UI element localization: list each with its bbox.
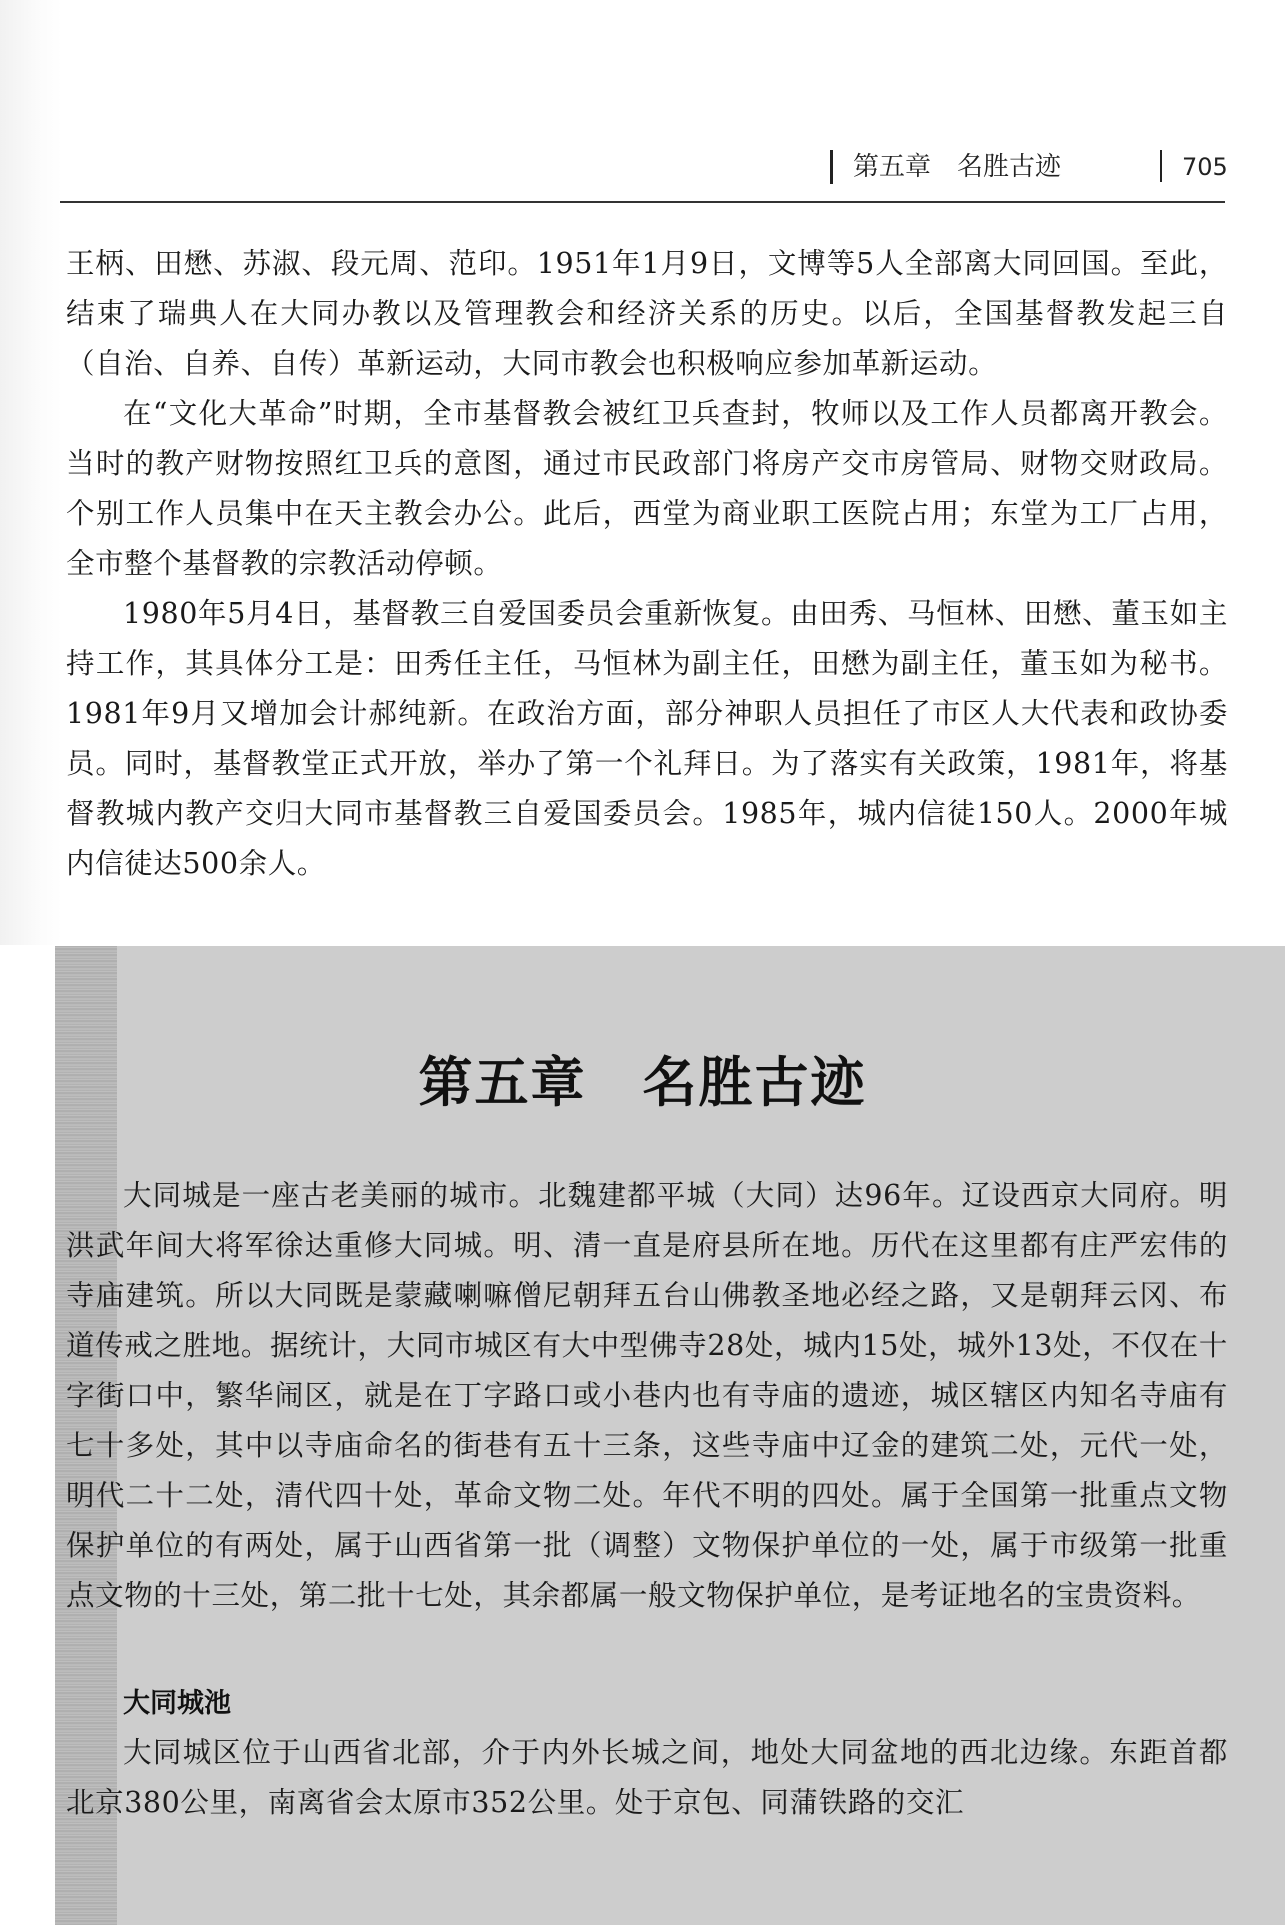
paragraph: 1980年5月4日，基督教三自爱国委员会重新恢复。由田秀、马恒林、田懋、董玉如主持工作，其具体分工是：田秀任主任，马恒林为副主任，田懋为副主任，董玉如为秘书。1981年9月又增加会计郝纯新。在政治方面，部分神职人员担任了市区人大代表和政协委员。同时，基督教堂正式开放，举办了第一个礼拜日。为了落实有关政策，1981年，将基督教城内教产交归大同市基督教三自爱国委员会。1985年，城内信徒150人。2000年城内信徒达500余人。 <box>66 597 1228 880</box>
header-divider-right <box>1160 150 1162 182</box>
section-text <box>66 1728 1228 1828</box>
header-rule <box>60 201 1225 203</box>
paragraph: 大同城是一座古老美丽的城市。北魏建都平城（大同）达96年。辽设西京大同府。明洪武年间大将军徐达重修大同城。明、清一直是府县所在地。历代在这里都有庄严宏伟的寺庙建筑。所以大同既是蒙藏喇嘛僧尼朝拜五台山佛教圣地必经之路，又是朝拜云冈、布道传戒之胜地。据统计，大同市城区有大中型佛寺28处，城内15处，城外13处，不仅在十字街口中，繁华闹区，就是在丁字路口或小巷内也有寺庙的遗迹，城区辖区内知名寺庙有七十多处，其中以寺庙命名的街巷有五十三条，这些寺庙中辽金的建筑二处，元代一处，明代二十二处，清代四十处，革命文物二处。年代不明的四处。属于全国第一批重点文物保护单位的有两处，属于山西省第一批（调整）文物保护单位的一处，属于市级第一批重点文物的十三处，第二批十七处，其余都属一般文物保护单位，是考证地名的宝贵资料。 <box>66 1179 1228 1612</box>
paragraph: 在“文化大革命”时期，全市基督教会被红卫兵查封，牧师以及工作人员都离开教会。当时的教产财物按照红卫兵的意图，通过市民政部门将房产交市房管局、财物交财政局。个别工作人员集中在天主教会办公。此后，西堂为商业职工医院占用；东堂为工厂占用，全市整个基督教的宗教活动停顿。 <box>66 397 1228 580</box>
chapter-heading: 第五章 名胜古迹 <box>418 1051 867 1114</box>
header-divider-left <box>830 150 833 184</box>
page-number: 705 <box>1182 153 1228 181</box>
upper-text <box>66 239 1228 889</box>
chapter-intro <box>66 1171 1228 1621</box>
section-title: 大同城池 <box>123 1688 231 1719</box>
scan-edge <box>0 0 62 945</box>
running-header-chapter: 第五章 名胜古迹 <box>853 152 1062 182</box>
running-header <box>0 150 1285 190</box>
paragraph: 王柄、田懋、苏淑、段元周、范印。1951年1月9日，文博等5人全部离大同回国。至此，结束了瑞典人在大同办教以及管理教会和经济关系的历史。以后，全国基督教发起三自（自治、自养、自传）革新运动，大同市教会也积极响应参加革新运动。 <box>66 247 1228 380</box>
paragraph: 大同城区位于山西省北部，介于内外长城之间，地处大同盆地的西北边缘。东距首都北京380公里，南离省会太原市352公里。处于京包、同蒲铁路的交汇 <box>66 1736 1228 1819</box>
